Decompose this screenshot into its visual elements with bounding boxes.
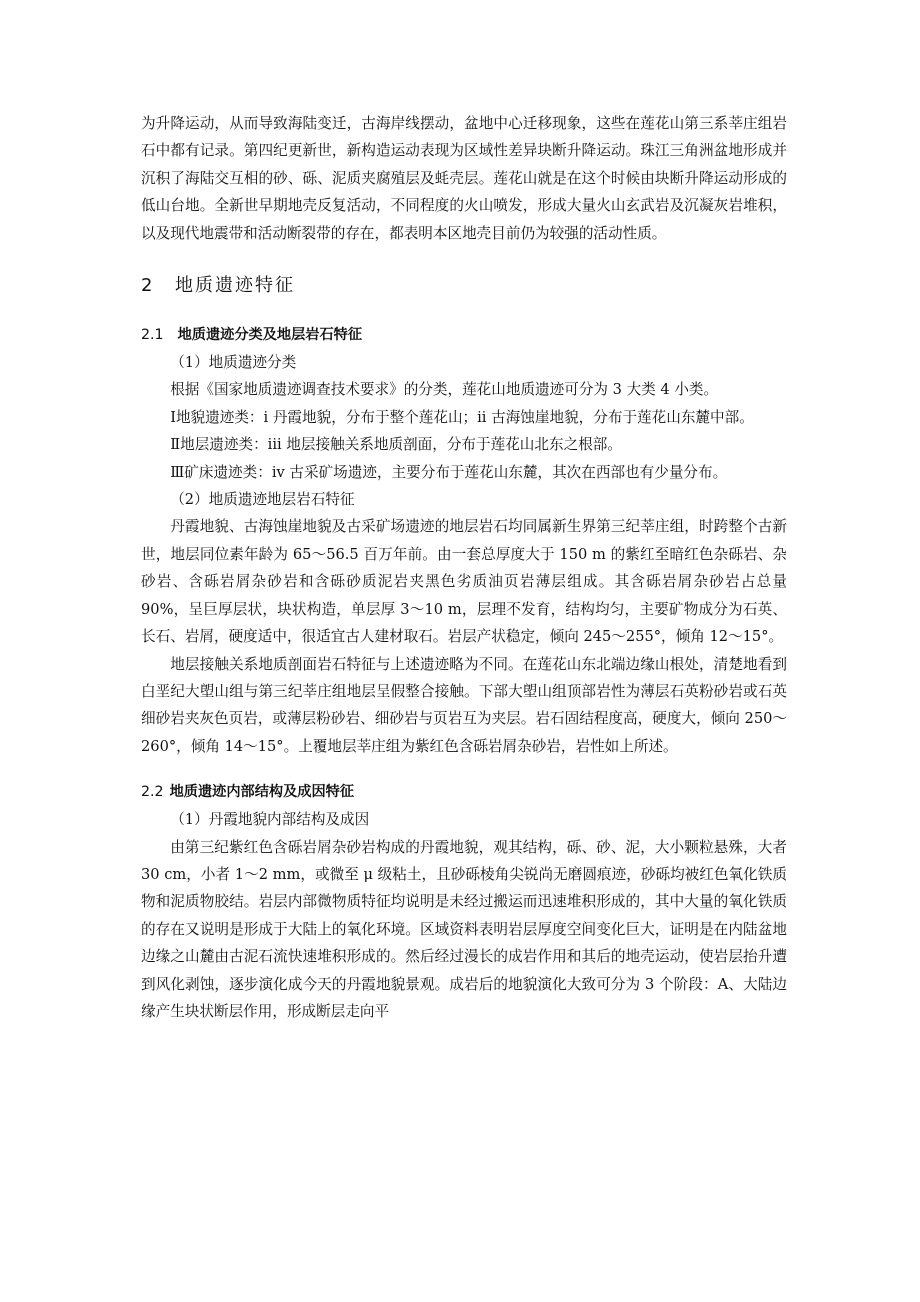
section-2-number: 2 <box>141 275 155 297</box>
paragraph-tectonics: 为升降运动，从而导致海陆变迁，古海岸线摆动，盆地中心迁移现象，这些在莲花山第三系莘庄组岩石中都有记录。第四纪更新世，新构造运动表现为区域性差异块断升降运动。珠江三角洲盆地形成并沉积了海陆交互相的砂、砾、泥质夹腐殖层及蚝壳层。莲花山就是在这个时候由块断升降运动形成的低山台地。全新世早期地壳反复活动，不同程度的火山喷发，形成大量火山玄武岩及沉凝灰岩堆积，以及现代地震带和活动断裂带的存在，都表明本区地壳目前仍为较强的活动性质。 <box>141 115 787 242</box>
section-2-title: 地质遗迹特征 <box>175 275 295 297</box>
section-2-1-title: 地质遗迹分类及地层岩石特征 <box>177 327 363 344</box>
section-2-1-number: 2.1 <box>141 327 164 344</box>
subheading-classification: （1）地质遗迹分类 <box>170 354 297 372</box>
section-2-2-heading <box>141 779 787 806</box>
section-2-2-number: 2.2 <box>141 784 164 801</box>
document-page <box>141 110 787 1025</box>
section-2-2-title: 地质遗迹内部结构及成因特征 <box>169 784 355 801</box>
section-2-1-heading <box>141 322 787 349</box>
paragraph-class-stratum: Ⅱ地层遗迹类：iii 地层接触关系地质剖面，分布于莲花山北东之根部。 <box>170 436 622 454</box>
paragraph-classification-intro: 根据《国家地质遗迹调查技术要求》的分类，莲花山地质遗迹可分为 3 大类 4 小类。 <box>170 381 719 399</box>
subheading-danxia-structure: （1）丹霞地貌内部结构及成因 <box>170 811 370 829</box>
paragraph-danxia-structure: 由第三纪紫红色含砾岩屑杂砂岩构成的丹霞地貌，观其结构，砾、砂、泥，大小颗粒悬殊，大者 30 cm，小者 1～2 mm，或微至 μ 级粘土，且砂砾棱角尖锐尚无磨圆痕迹，砂砾均被红色氧化铁质物和泥质物胶结。岩层内部微物质特征均说明是未经过搬运而迅速堆积形成的，其中大量的氧化铁质的存在又说明是形成于大陆上的氧化环境。区域资料表明岩层厚度空间变化巨大，证明是在内陆盆地边缘之山麓由古泥石流快速堆积形成的。然后经过漫长的成岩作用和其后的地壳运动，使岩层抬升遭到风化剥蚀，逐步演化成今天的丹霞地貌景观。成岩后的地貌演化大致可分为 3 个阶段：A、大陆边缘产生块状断层作用，形成断层走向平 <box>141 838 787 1020</box>
paragraph-class-mine: Ⅲ矿床遗迹类：iv 古采矿场遗迹，主要分布于莲花山东麓，其次在西部也有少量分布。 <box>170 463 728 481</box>
subheading-rock-features: （2）地质遗迹地层岩石特征 <box>170 491 355 509</box>
paragraph-contact-profile: 地层接触关系地质剖面岩石特征与上述遗迹略为不同。在莲花山东北端边缘山根处，清楚地看到白垩纪大塱山组与第三纪莘庄组地层呈假整合接触。下部大塱山组顶部岩性为薄层石英粉砂岩或石英细砂岩夹灰色页岩，或薄层粉砂岩、细砂岩与页岩互为夹层。岩石固结程度高，硬度大，倾向 250～260°，倾角 14～15°。上覆地层莘庄组为紫红色含砾岩屑杂砂岩，岩性如上所述。 <box>141 655 787 755</box>
paragraph-rock-features: 丹霞地貌、古海蚀崖地貌及古采矿场遗迹的地层岩石均同属新生界第三纪莘庄组，时跨整个古新世，地层同位素年龄为 65～56.5 百万年前。由一套总厚度大于 150 m 的紫红至暗红色杂砾岩、杂砂岩、含砾岩屑杂砂岩和含砾砂质泥岩夹黑色劣质油页岩薄层组成。其含砾岩屑杂砂岩占总量 90%，呈巨厚层状，块状构造，单层厚 3～10 m，层理不发育，结构均匀，主要矿物成分为石英、长石、岩屑，硬度适中，很适宜古人建材取石。岩层产状稳定，倾向 245～255°，倾角 12～15°。 <box>141 518 787 646</box>
section-2-heading <box>141 271 787 301</box>
paragraph-class-landform: Ⅰ地貌遗迹类：i 丹霞地貌，分布于整个莲花山；ii 古海蚀崖地貌，分布于莲花山东麓中部。 <box>170 408 754 426</box>
